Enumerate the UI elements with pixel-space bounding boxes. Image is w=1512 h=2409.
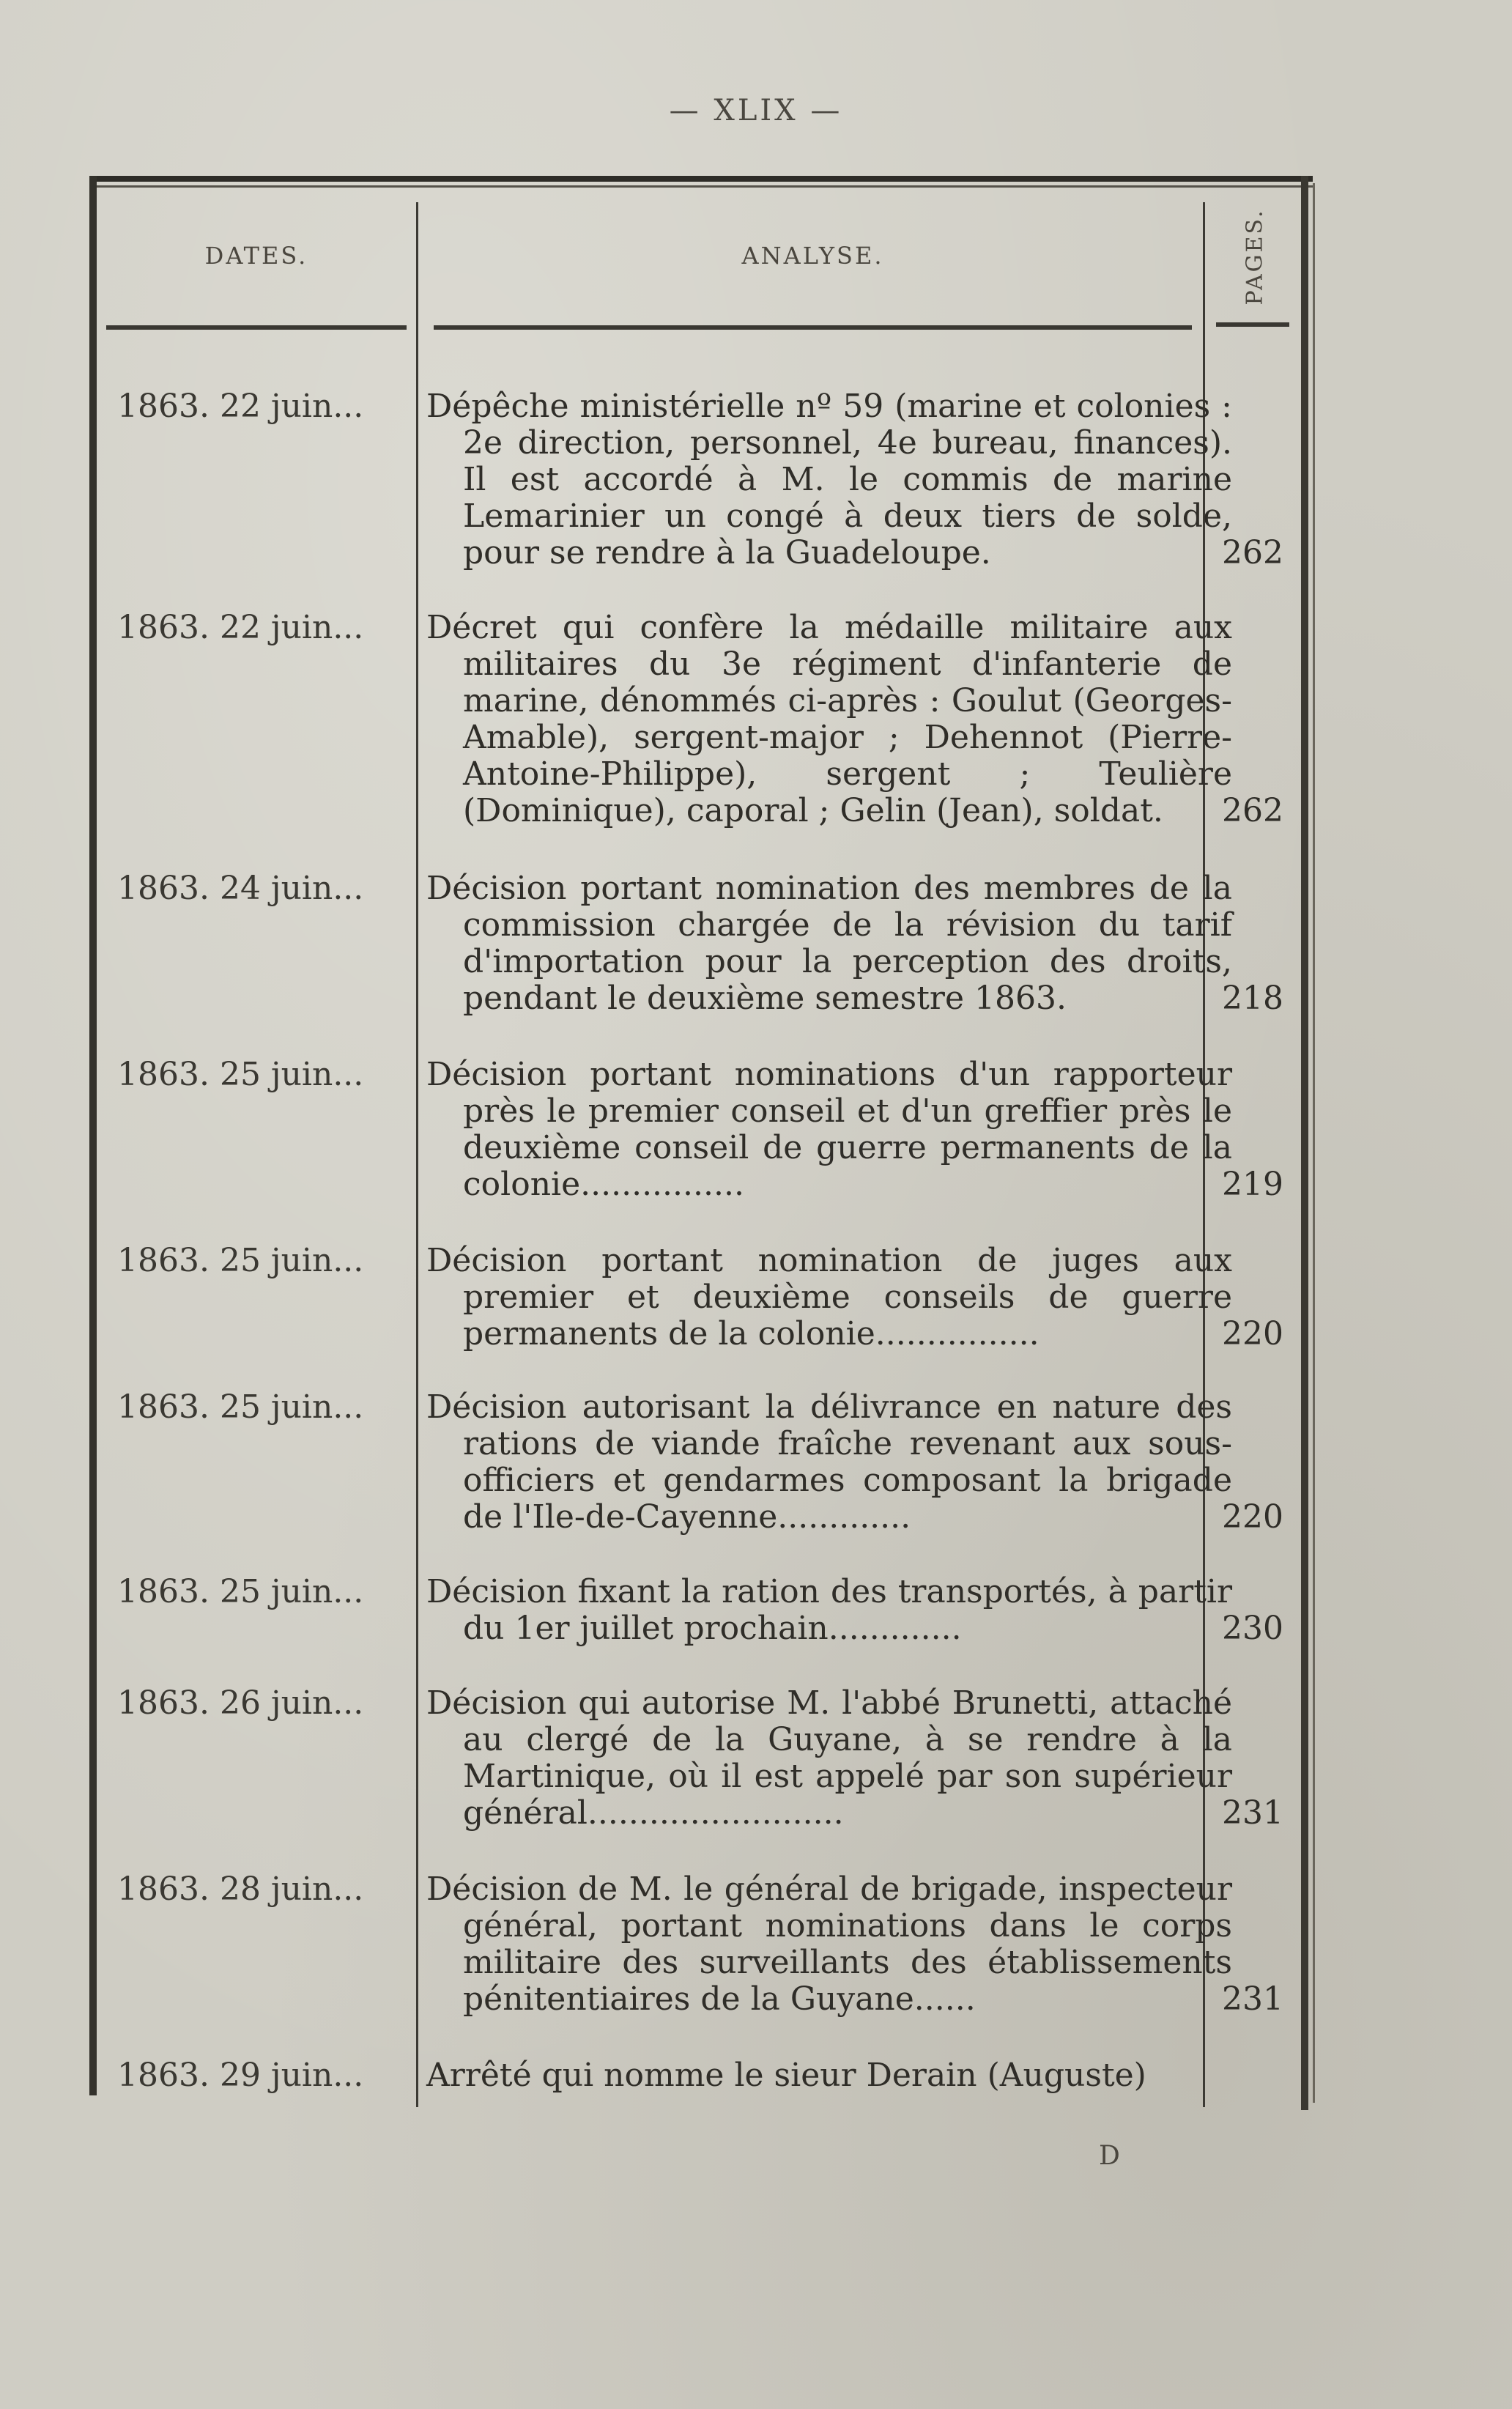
entry-analysis: Décision qui autorise M. l'abbé Brunetti, attaché au clergé de la Guyane, à se rendre à la Martinique, où il est appelé par son supérieur général.........................	[426, 1684, 1232, 1832]
header-rule-pages	[1216, 322, 1289, 327]
frame-left-border	[89, 176, 97, 2095]
frame-top-rule	[89, 176, 1313, 182]
column-divider-dates	[416, 202, 418, 2107]
entry-date: 1863. 25 juin...	[117, 1573, 364, 1610]
entry-analysis: Arrêté qui nomme le sieur Derain (Auguste)	[426, 2057, 1146, 2094]
entry-page: 262	[1222, 534, 1283, 571]
header-rule-analyse	[434, 325, 1192, 330]
entry-analysis: Dépêche ministérielle nº 59 (marine et colonies : 2e direction, personnel, 4e bureau, finances). Il est accordé à M. le commis de marine Lemarinier un congé à deux tiers de solde, pour se rendre à la Guadeloupe.	[426, 388, 1232, 571]
entry-analysis: Décision portant nomination de juges aux premier et deuxième conseils de guerre permanents de la colonie................	[426, 1242, 1232, 1352]
entry-analysis: Décision portant nominations d'un rapporteur près le premier conseil et d'un greffier près le deuxième conseil de guerre permanents de la colonie................	[426, 1056, 1232, 1203]
entry-date: 1863. 22 juin...	[117, 388, 364, 425]
entry-analysis: Décision autorisant la délivrance en nature des rations de viande fraîche revenant aux sous-officiers et gendarmes composant la brigade de l'Ile-de-Cayenne.............	[426, 1388, 1232, 1536]
entry-analysis: Décision de M. le général de brigade, inspecteur général, portant nominations dans le corps militaire des surveillants des établissements pénitentiaires de la Guyane......	[426, 1870, 1232, 2018]
frame-top-rule-thin	[89, 185, 1313, 188]
entry-date: 1863. 25 juin...	[117, 1388, 364, 1426]
page-header: — XLIX —	[669, 94, 843, 127]
entry-page: 218	[1222, 980, 1283, 1017]
entry-page: 230	[1222, 1610, 1283, 1647]
entry-page: 231	[1222, 1980, 1283, 2018]
entry-page: 220	[1222, 1315, 1283, 1352]
entry-page: 220	[1222, 1498, 1283, 1536]
entry-date: 1863. 24 juin...	[117, 870, 364, 907]
entry-page: 262	[1222, 792, 1283, 829]
frame-right-border-thin	[1313, 183, 1315, 2103]
entry-page: 219	[1222, 1166, 1283, 1203]
column-header-dates: DATES.	[204, 242, 308, 270]
entry-date: 1863. 29 juin...	[117, 2057, 364, 2094]
entry-date: 1863. 25 juin...	[117, 1056, 364, 1093]
column-header-pages: PAGES.	[1242, 208, 1268, 305]
entry-date: 1863. 25 juin...	[117, 1242, 364, 1279]
entry-analysis: Décision fixant la ration des transportés, à partir du 1er juillet prochain.............	[426, 1573, 1232, 1647]
column-header-analyse: ANALYSE.	[741, 242, 884, 270]
entry-date: 1863. 26 juin...	[117, 1684, 364, 1722]
header-rule-dates	[106, 325, 407, 330]
frame-right-border	[1301, 176, 1308, 2110]
entry-analysis: Décision portant nomination des membres de la commission chargée de la révision du tarif d'importation pour la perception des droits, pendant le deuxième semestre 1863.	[426, 870, 1232, 1017]
entry-date: 1863. 22 juin...	[117, 609, 364, 646]
entry-date: 1863. 28 juin...	[117, 1870, 364, 1908]
signature-mark: D	[1099, 2141, 1120, 2171]
entry-analysis: Décret qui confère la médaille militaire aux militaires du 3e régiment d'infanterie de marine, dénommés ci-après : Goulut (Georges-Amable), sergent-major ; Dehennot (Pierre-Antoine-Philippe), sergent ; Teulière (Dominique), caporal ; Gelin (Jean), soldat.	[426, 609, 1232, 829]
entry-page: 231	[1222, 1794, 1283, 1832]
